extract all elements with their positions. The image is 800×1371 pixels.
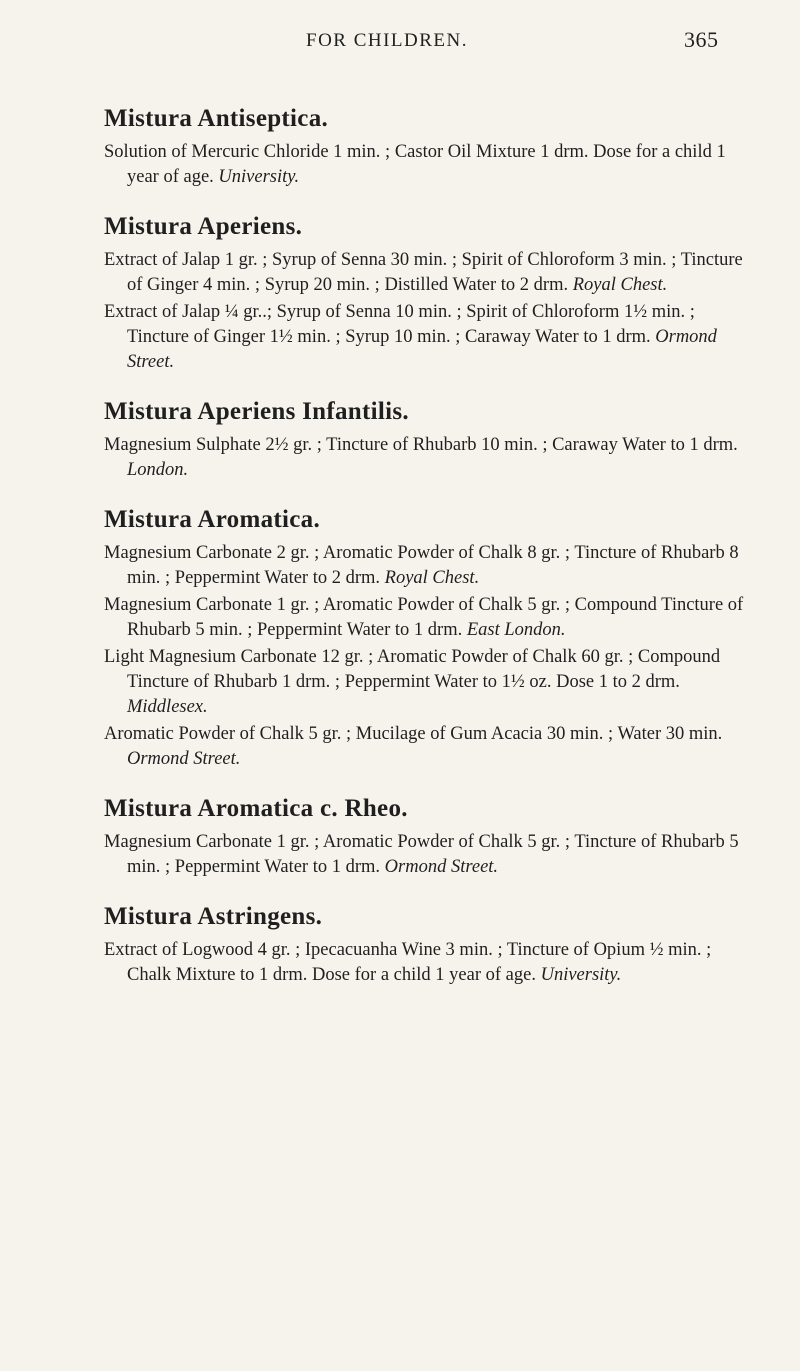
section-gap — [104, 190, 744, 210]
entry-mistura-astringens — [104, 900, 744, 988]
recipe-text — [104, 140, 744, 190]
entry-heading: Mistura Aperiens Infantilis. — [104, 398, 409, 425]
entry-mistura-antiseptica — [104, 102, 744, 190]
entry-mistura-aromatica-c-rheo — [104, 792, 744, 880]
recipe-text — [104, 248, 744, 298]
recipe-text — [104, 645, 744, 720]
section-gap — [104, 880, 744, 900]
recipe-ingredients: Solution of Mercuric Chloride 1 min. ; Castor Oil Mixture 1 drm. Dose for a child 1 year of age. — [104, 142, 726, 187]
recipe-source: Royal Chest. — [572, 275, 668, 295]
recipe-ingredients: Aromatic Powder of Chalk 5 gr. ; Mucilage of Gum Acacia 30 min. ; Water 30 min. — [104, 724, 723, 744]
recipe-source: Ormond Street. — [127, 749, 241, 769]
page-content — [104, 102, 744, 988]
recipe-text — [104, 722, 744, 772]
entry-heading: Mistura Aromatica c. Rheo. — [104, 795, 408, 822]
entry-heading: Mistura Astringens. — [104, 903, 323, 930]
running-head: FOR CHILDREN. — [306, 30, 469, 51]
section-gap — [104, 375, 744, 395]
recipe-source: Middlesex. — [127, 697, 208, 717]
recipe-ingredients: Extract of Jalap ¼ gr..; Syrup of Senna 10 min. ; Spirit of Chloroform 1½ min. ; Tincture of Ginger 1½ min. ; Syrup 10 min. ; Caraway Water to 1 drm. — [104, 302, 695, 347]
recipe-text — [104, 938, 744, 988]
recipe-text — [104, 593, 744, 643]
section-gap — [104, 772, 744, 792]
recipe-ingredients: Magnesium Carbonate 1 gr. ; Aromatic Powder of Chalk 5 gr. ; Tincture of Rhubarb 5 min. ; Peppermint Water to 1 drm. — [104, 832, 739, 877]
section-gap — [104, 483, 744, 503]
recipe-text — [104, 541, 744, 591]
recipe-ingredients: Magnesium Carbonate 1 gr. ; Aromatic Powder of Chalk 5 gr. ; Compound Tincture of Rhubarb 5 min. ; Peppermint Water to 1 drm. — [104, 595, 744, 640]
entry-heading: Mistura Aromatica. — [104, 506, 321, 533]
recipe-source: University. — [540, 965, 622, 985]
recipe-source: Ormond Street. — [384, 857, 499, 877]
recipe-ingredients: Extract of Logwood 4 gr. ; Ipecacuanha Wine 3 min. ; Tincture of Opium ½ min. ; Chalk Mixture to 1 drm. Dose for a child 1 year of age. — [104, 940, 712, 985]
recipe-source: Royal Chest. — [384, 568, 480, 588]
recipe-source: University. — [218, 167, 300, 187]
recipe-text — [104, 830, 744, 880]
entry-mistura-aperiens — [104, 210, 744, 375]
recipe-ingredients: Magnesium Carbonate 2 gr. ; Aromatic Powder of Chalk 8 gr. ; Tincture of Rhubarb 8 min. ; Peppermint Water to 2 drm. — [104, 543, 739, 588]
entry-heading: Mistura Aperiens. — [104, 213, 303, 240]
page-number: 365 — [684, 27, 719, 52]
recipe-source: Ormond Street. — [127, 327, 717, 372]
recipe-text — [104, 300, 744, 375]
recipe-text — [104, 433, 744, 483]
recipe-ingredients: Magnesium Sulphate 2½ gr. ; Tincture of Rhubarb 10 min. ; Caraway Water to 1 drm. — [104, 435, 738, 455]
recipe-ingredients: Extract of Jalap 1 gr. ; Syrup of Senna 30 min. ; Spirit of Chloroform 3 min. ; Tincture of Ginger 4 min. ; Syrup 20 min. ; Distilled Water to 2 drm. — [104, 250, 743, 295]
entry-mistura-aromatica — [104, 503, 744, 772]
entry-heading: Mistura Antiseptica. — [104, 105, 329, 132]
recipe-source: London. — [127, 460, 189, 480]
entry-mistura-aperiens-infantilis — [104, 395, 744, 483]
recipe-ingredients: Light Magnesium Carbonate 12 gr. ; Aromatic Powder of Chalk 60 gr. ; Compound Tincture of Rhubarb 1 drm. ; Peppermint Water to 1½ oz. Dose 1 to 2 drm. — [104, 647, 721, 692]
recipe-source: East London. — [466, 620, 566, 640]
